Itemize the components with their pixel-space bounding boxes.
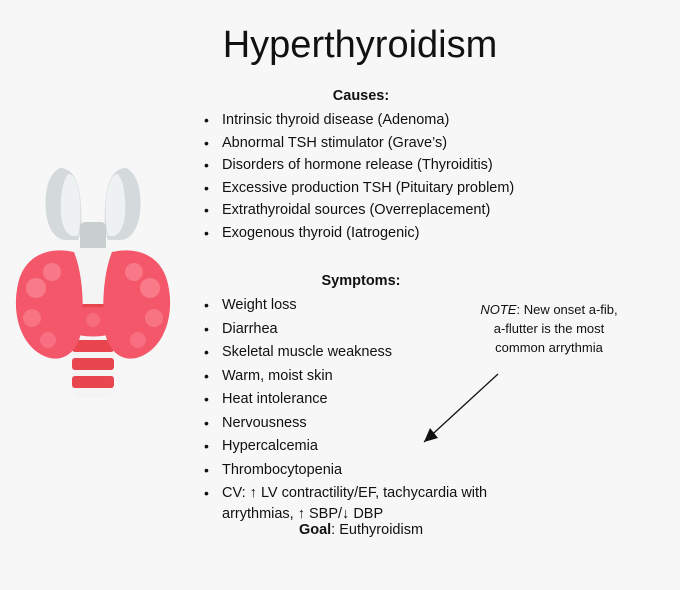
list-item: • Warm, moist skin bbox=[196, 366, 666, 387]
list-item: • Weight loss bbox=[196, 295, 666, 316]
list-item: • Diarrhea bbox=[196, 319, 666, 340]
symptoms-heading: Symptoms: bbox=[321, 273, 401, 289]
goal-statement bbox=[196, 522, 526, 538]
page-title: Hyperthyroidism bbox=[222, 24, 498, 66]
list-item: • Intrinsic thyroid disease (Adenoma) bbox=[196, 110, 666, 131]
list-item: • Heat intolerance bbox=[196, 389, 666, 410]
list-item: • Skeletal muscle weakness bbox=[196, 342, 666, 363]
list-item: • Excessive production TSH (Pituitary problem) bbox=[196, 178, 666, 199]
thyroid-cartilage-shape bbox=[46, 168, 141, 252]
thyroid-gland-illustration bbox=[8, 160, 178, 450]
causes-heading: Causes: bbox=[332, 88, 390, 104]
list-item: • Exogenous thyroid (Iatrogenic) bbox=[196, 223, 666, 244]
list-item-cardiovascular bbox=[196, 483, 666, 524]
causes-list bbox=[196, 110, 666, 243]
list-item: • Extrathyroidal sources (Overreplacement) bbox=[196, 200, 666, 221]
note-arrow-icon bbox=[418, 368, 508, 448]
goal-label: Goal bbox=[298, 522, 332, 538]
list-item: • Hypercalcemia bbox=[196, 436, 666, 457]
note-label: NOTE bbox=[480, 302, 517, 317]
list-item: • Abnormal TSH stimulator (Grave’s) bbox=[196, 133, 666, 154]
note-text: : New onset a-fib, a-flutter is the most common arrythmia bbox=[493, 302, 618, 355]
cv-line-2: arrythmias, ↑ SBP/↓ DBP bbox=[222, 505, 384, 522]
goal-value: : Euthyroidism bbox=[331, 522, 424, 538]
list-item: • Disorders of hormone release (Thyroiditis) bbox=[196, 155, 666, 176]
cv-line-1: CV: ↑ LV contractility/EF, tachycardia with bbox=[222, 485, 488, 501]
causes-section bbox=[196, 88, 666, 243]
note-callout bbox=[474, 300, 624, 357]
list-item: • Nervousness bbox=[196, 413, 666, 434]
list-item: • Thrombocytopenia bbox=[196, 460, 666, 481]
